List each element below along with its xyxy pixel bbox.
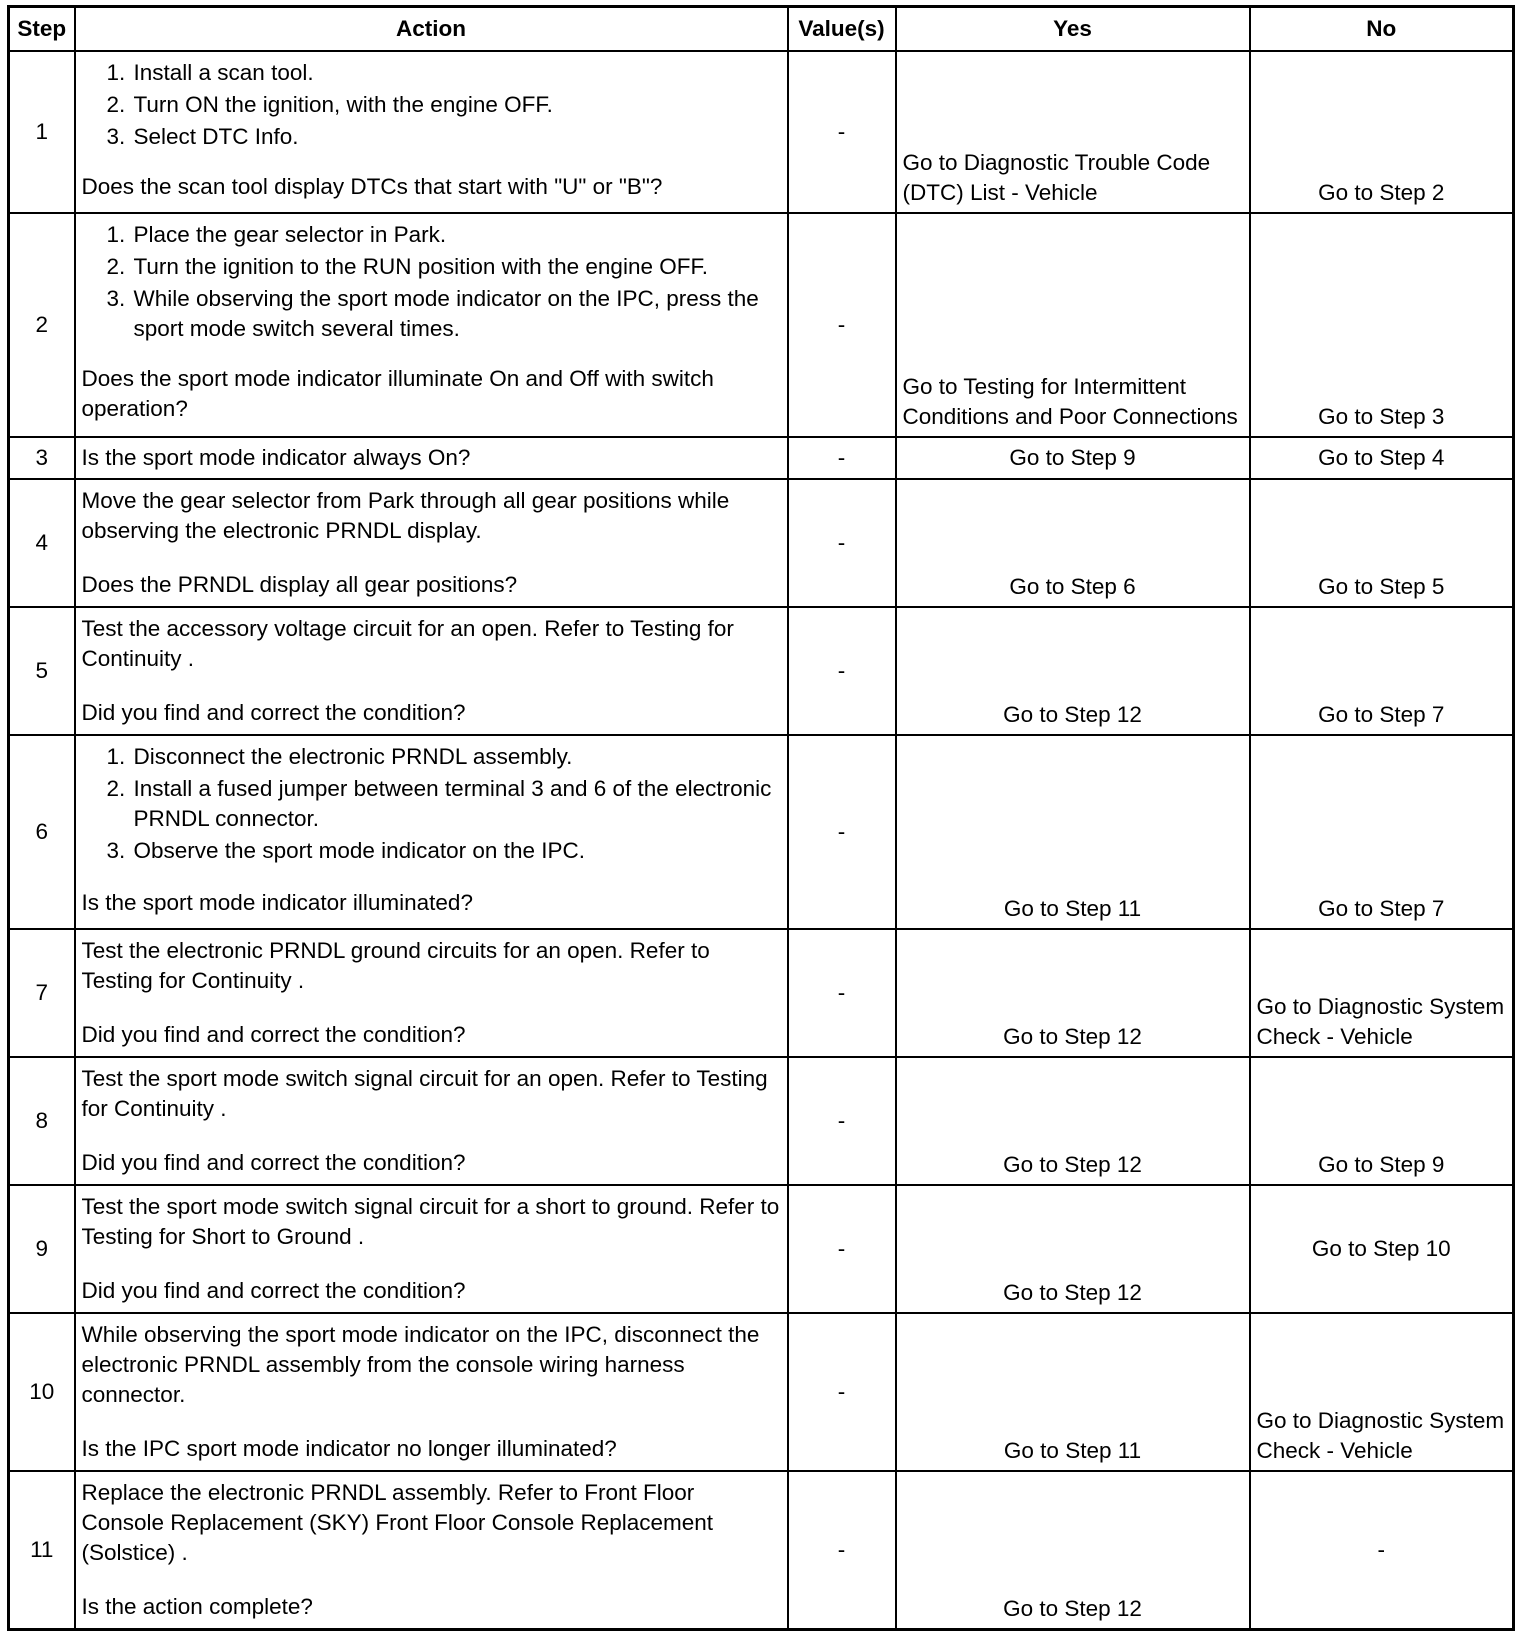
value-cell: - <box>788 1185 896 1313</box>
step-number: 7 <box>9 929 75 1057</box>
step-number: 2 <box>9 213 75 437</box>
no-cell: Go to Diagnostic System Check - Vehicle <box>1250 929 1514 1057</box>
table-row <box>9 51 1514 213</box>
table-row <box>9 437 1514 479</box>
step-number: 8 <box>9 1057 75 1185</box>
action-cell <box>75 929 788 1057</box>
yes-cell: Go to Step 6 <box>896 479 1250 607</box>
no-cell: Go to Step 4 <box>1250 437 1514 479</box>
value-cell: - <box>788 1313 896 1471</box>
no-cell: - <box>1250 1471 1514 1629</box>
action-question: Did you find and correct the condition? <box>81 700 466 725</box>
yes-cell: Go to Step 9 <box>896 437 1250 479</box>
instruction-item: 1. Place the gear selector in Park. <box>132 220 781 250</box>
action-question: Did you find and correct the condition? <box>81 1278 466 1303</box>
no-cell: Go to Diagnostic System Check - Vehicle <box>1250 1313 1514 1471</box>
instruction-item: 1. Install a scan tool. <box>132 58 781 88</box>
action-cell <box>75 213 788 437</box>
action-text: Test the electronic PRNDL ground circuits for an open. Refer to Testing for Continuity . <box>81 938 710 993</box>
value-cell: - <box>788 437 896 479</box>
action-text: Test the sport mode switch signal circuit for a short to ground. Refer to Testing for Short to Ground . <box>81 1194 780 1249</box>
action-question: Does the scan tool display DTCs that start with "U" or "B"? <box>81 174 663 199</box>
instruction-item: 3. While observing the sport mode indicator on the IPC, press the sport mode switch several times. <box>132 284 781 344</box>
action-cell <box>75 1185 788 1313</box>
value-cell: - <box>788 607 896 735</box>
action-question: Did you find and correct the condition? <box>81 1022 466 1047</box>
action-question: Is the IPC sport mode indicator no longer illuminated? <box>81 1436 617 1461</box>
no-cell: Go to Step 5 <box>1250 479 1514 607</box>
action-question: Does the sport mode indicator illuminate On and Off with switch operation? <box>81 366 714 421</box>
action-question: Does the PRNDL display all gear positions? <box>81 572 518 597</box>
no-cell: Go to Step 7 <box>1250 607 1514 735</box>
yes-cell: Go to Step 11 <box>896 735 1250 929</box>
action-text: Replace the electronic PRNDL assembly. Refer to Front Floor Console Replacement (SKY) Front Floor Console Replacement (Solstice) . <box>81 1480 714 1565</box>
action-cell: Is the sport mode indicator always On? <box>75 437 788 479</box>
no-cell: Go to Step 3 <box>1250 213 1514 437</box>
step-number: 5 <box>9 607 75 735</box>
value-cell: - <box>788 479 896 607</box>
table-row <box>9 1313 1514 1471</box>
instruction-list <box>82 742 781 866</box>
table-row <box>9 735 1514 929</box>
no-cell: Go to Step 9 <box>1250 1057 1514 1185</box>
value-cell: - <box>788 735 896 929</box>
step-number: 6 <box>9 735 75 929</box>
header-action: Action <box>75 7 788 52</box>
yes-cell: Go to Diagnostic Trouble Code (DTC) List - Vehicle <box>896 51 1250 213</box>
action-cell <box>75 479 788 607</box>
header-row <box>9 7 1514 52</box>
action-cell <box>75 735 788 929</box>
instruction-item: 3. Select DTC Info. <box>132 122 781 152</box>
step-number: 3 <box>9 437 75 479</box>
header-step: Step <box>9 7 75 52</box>
action-cell <box>75 1313 788 1471</box>
instruction-item: 2. Turn the ignition to the RUN position with the engine OFF. <box>132 252 781 282</box>
table-row <box>9 607 1514 735</box>
table-row <box>9 1471 1514 1629</box>
action-question: Did you find and correct the condition? <box>81 1150 466 1175</box>
yes-cell: Go to Step 11 <box>896 1313 1250 1471</box>
action-cell <box>75 1057 788 1185</box>
action-text: Test the accessory voltage circuit for an open. Refer to Testing for Continuity . <box>81 616 734 671</box>
instruction-item: 2. Turn ON the ignition, with the engine OFF. <box>132 90 781 120</box>
action-cell <box>75 51 788 213</box>
yes-cell: Go to Step 12 <box>896 929 1250 1057</box>
action-text: While observing the sport mode indicator on the IPC, disconnect the electronic PRNDL assembly from the console wiring harness connector. <box>81 1322 760 1407</box>
header-yes: Yes <box>896 7 1250 52</box>
action-question: Is the action complete? <box>81 1594 313 1619</box>
diagnostic-table <box>7 5 1515 1631</box>
value-cell: - <box>788 51 896 213</box>
table-row <box>9 929 1514 1057</box>
yes-cell: Go to Step 12 <box>896 1471 1250 1629</box>
table-row <box>9 1185 1514 1313</box>
step-number: 10 <box>9 1313 75 1471</box>
action-cell <box>75 607 788 735</box>
action-text: Test the sport mode switch signal circuit for an open. Refer to Testing for Continuity . <box>81 1066 768 1121</box>
step-number: 11 <box>9 1471 75 1629</box>
no-cell: Go to Step 10 <box>1250 1185 1514 1313</box>
no-cell: Go to Step 7 <box>1250 735 1514 929</box>
value-cell: - <box>788 1471 896 1629</box>
step-number: 1 <box>9 51 75 213</box>
instruction-list <box>82 58 781 152</box>
table-row <box>9 479 1514 607</box>
no-cell: Go to Step 2 <box>1250 51 1514 213</box>
instruction-item: 2. Install a fused jumper between terminal 3 and 6 of the electronic PRNDL connector. <box>132 774 781 834</box>
yes-cell: Go to Step 12 <box>896 1057 1250 1185</box>
action-text: Move the gear selector from Park through all gear positions while observing the electronic PRNDL display. <box>81 488 730 543</box>
value-cell: - <box>788 929 896 1057</box>
value-cell: - <box>788 1057 896 1185</box>
instruction-item: 1. Disconnect the electronic PRNDL assembly. <box>132 742 781 772</box>
table-row <box>9 1057 1514 1185</box>
instruction-item: 3. Observe the sport mode indicator on the IPC. <box>132 836 781 866</box>
header-no: No <box>1250 7 1514 52</box>
table-row <box>9 213 1514 437</box>
value-cell: - <box>788 213 896 437</box>
yes-cell: Go to Testing for Intermittent Conditions and Poor Connections <box>896 213 1250 437</box>
step-number: 4 <box>9 479 75 607</box>
yes-cell: Go to Step 12 <box>896 1185 1250 1313</box>
instruction-list <box>82 220 781 344</box>
action-cell <box>75 1471 788 1629</box>
yes-cell: Go to Step 12 <box>896 607 1250 735</box>
header-values: Value(s) <box>788 7 896 52</box>
step-number: 9 <box>9 1185 75 1313</box>
action-question: Is the sport mode indicator illuminated? <box>81 890 473 915</box>
